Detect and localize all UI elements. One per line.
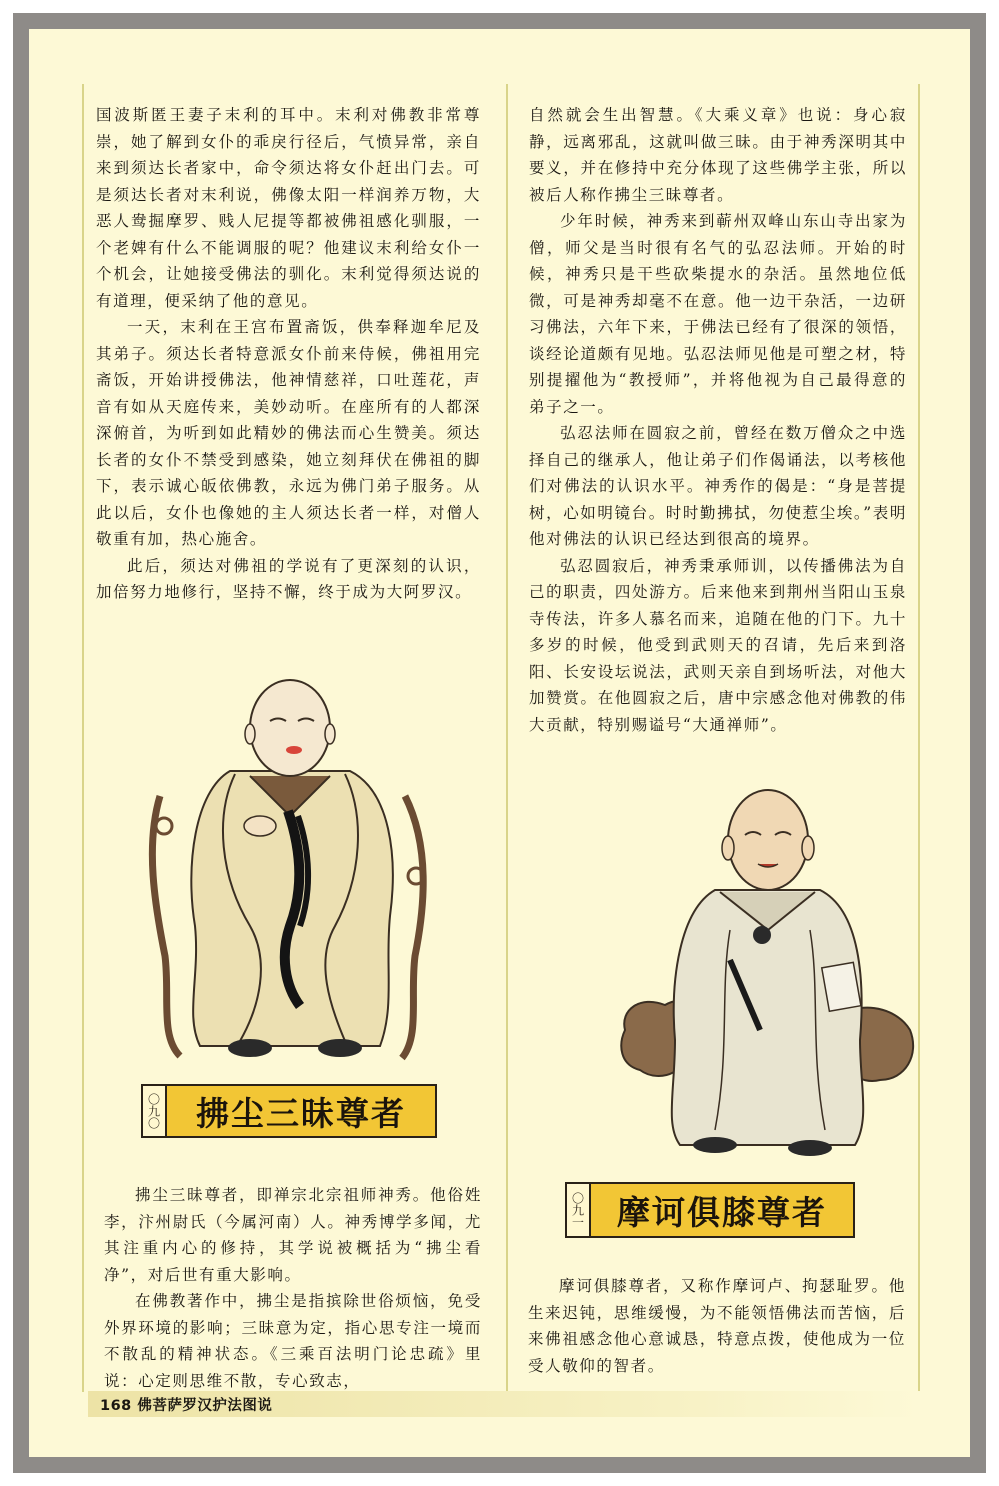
arhat-090-description	[104, 1182, 482, 1394]
paragraph: 一天，末利在王宫布置斋饭，供奉释迦牟尼及其弟子。须达长者特意派女仆前来侍候，佛祖用完斋饭，开始讲授佛法，他神情慈祥，口吐莲花，声音有如从天庭传来，美妙动听。在座所有的人都深深俯首，为听到如此精妙的佛法而心生赞美。须达长者的女仆不禁受到感染，她立刻拜伏在佛祖的脚下，表示诚心皈依佛教，永远为佛门弟子服务。从此以后，女仆也像她的主人须达长者一样，对僧人敬重有加，热心施舍。	[96, 318, 481, 548]
arhat-091-title-plate	[565, 1182, 855, 1238]
paragraph: 拂尘三昧尊者，即禅宗北宗祖师神秀。他俗姓李，汴州尉氏（今属河南）人。神秀博学多闻，尤其注重内心的修持，其学说被概括为“拂尘看净”，对后世有重大影响。	[104, 1186, 482, 1284]
arhat-091-number: 〇九一	[565, 1182, 589, 1238]
left-column-text	[96, 102, 481, 606]
arhat-091-illustration	[620, 780, 920, 1165]
paragraph: 少年时候，神秀来到蕲州双峰山东山寺出家为僧，师父是当时很有名气的弘忍法师。开始的时候，神秀只是干些砍柴提水的杂活。虽然地位低微，可是神秀却毫不在意。他一边干杂活，一边研习佛法，六年下来，于佛法已经有了很深的领悟，谈经论道颇有见地。弘忍法师见他是可塑之材，特别提擢他为“教授师”，并将他视为自己最得意的弟子之一。	[529, 212, 907, 416]
arhat-090-number: 〇九〇	[141, 1084, 165, 1138]
paragraph: 在佛教著作中，拂尘是指摈除世俗烦恼，免受外界环境的影响；三昧意为定，指心思专注一境而不散乱的精神状态。《三乘百法明门论忠疏》里说：心定则思维不散，专心致志，	[104, 1292, 482, 1390]
arhat-090-name: 拂尘三昧尊者	[165, 1084, 437, 1138]
arhat-091-name: 摩诃俱膝尊者	[589, 1182, 855, 1238]
paragraph: 摩诃俱膝尊者，又称作摩诃卢、拘瑟耻罗。他生来迟钝，思维缓慢，为不能领悟佛法而苦恼，后来佛祖感念他心意诚恳，特意点拨，使他成为一位受人敬仰的智者。	[528, 1277, 906, 1375]
paragraph: 自然就会生出智慧。《大乘义章》也说：身心寂静，远离邪乱，这就叫做三昧。由于神秀深明其中要义，并在修持中充分体现了这些佛学主张，所以被后人称作拂尘三昧尊者。	[529, 106, 907, 204]
paragraph: 国波斯匿王妻子末利的耳中。末利对佛教非常尊崇，她了解到女仆的乖戾行径后，气愤异常，亲自来到须达长者家中，命令须达将女仆赶出门去。可是须达长者对末利说，佛像太阳一样润养万物，大恶人鸯掘摩罗、贱人尼提等都被佛祖感化驯服，一个老婢有什么不能调服的呢？他建议末利给女仆一个机会，让她接受佛法的驯化。末利觉得须达说的有道理，便采纳了他的意见。	[96, 106, 481, 310]
right-margin-rule	[918, 84, 920, 1392]
right-column-text	[529, 102, 907, 738]
arhat-091-description	[528, 1273, 906, 1379]
arhat-090-illustration	[140, 676, 440, 1066]
paragraph: 弘忍圆寂后，神秀秉承师训，以传播佛法为自己的职责，四处游方。后来他来到荆州当阳山玉泉寺传法，许多人慕名而来，追随在他的门下。九十多岁的时候，他受到武则天的召请，先后来到洛阳、长安设坛说法，武则天亲自到场听法，对他大加赞赏。在他圆寂之后，唐中宗感念他对佛教的伟大贡献，特别赐谥号“大通禅师”。	[529, 556, 907, 734]
left-margin-rule	[82, 84, 84, 1392]
arhat-090-title-plate	[141, 1084, 437, 1138]
footer-page-title: 168 佛菩萨罗汉护法图说	[100, 1397, 273, 1414]
paragraph: 弘忍法师在圆寂之前，曾经在数万僧众之中选择自己的继承人，他让弟子们作偈诵法，以考核他们对佛法的认识水平。神秀作的偈是：“身是菩提树，心如明镜台。时时勤拂拭，勿使惹尘埃。”表明他对佛法的认识已经达到很高的境界。	[529, 424, 907, 548]
column-divider	[506, 84, 508, 1392]
page-footer	[88, 1391, 920, 1417]
paragraph: 此后，须达对佛祖的学说有了更深刻的认识，加倍努力地修行，坚持不懈，终于成为大阿罗汉。	[96, 556, 481, 601]
